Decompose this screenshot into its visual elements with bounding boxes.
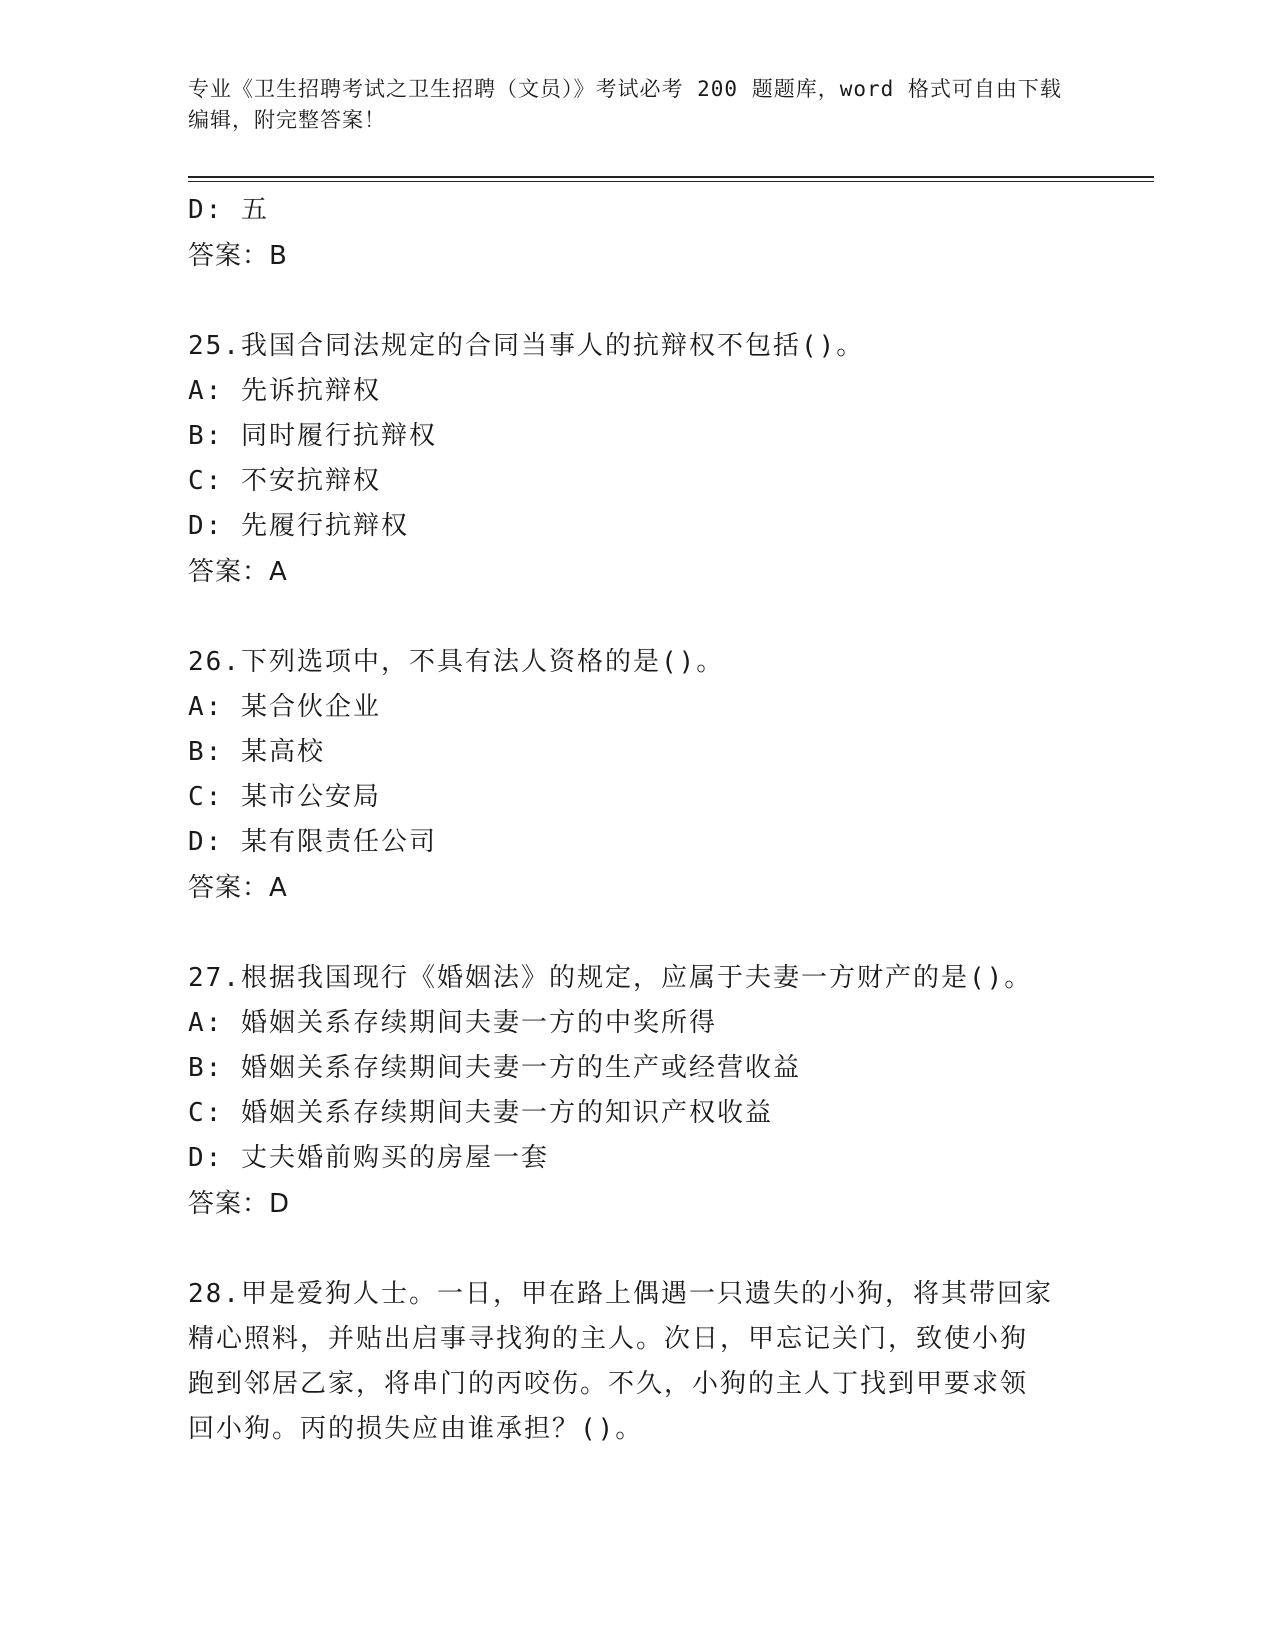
option-a: A: 某合伙企业 <box>188 692 381 722</box>
question-25 <box>188 324 1088 595</box>
prev-answer: 答案：B <box>188 241 288 271</box>
question-content <box>188 188 1088 1452</box>
question-stem-line: 28.甲是爱狗人士。一日，甲在路上偶遇一只遗失的小狗，将其带回家 <box>188 1279 1053 1309</box>
spacer <box>188 911 1088 956</box>
option-c: C: 不安抗辩权 <box>188 466 381 496</box>
question-stem: 27.根据我国现行《婚姻法》的规定，应属于夫妻一方财产的是()。 <box>188 963 1033 993</box>
answer: 答案：D <box>188 1189 291 1219</box>
prev-option-d: D: 五 <box>188 195 269 225</box>
page-header: 专业《卫生招聘考试之卫生招聘（文员）》考试必考 200 题题库，word 格式可自由下载编辑，附完整答案！ <box>188 77 1062 132</box>
option-a: A: 婚姻关系存续期间夫妻一方的中奖所得 <box>188 1008 717 1038</box>
header-rule-thick <box>188 176 1154 178</box>
question-26 <box>188 640 1088 911</box>
question-stem: 25.我国合同法规定的合同当事人的抗辩权不包括()。 <box>188 331 865 361</box>
option-d: D: 先履行抗辩权 <box>188 511 409 541</box>
spacer <box>188 279 1088 324</box>
option-b: B: 同时履行抗辩权 <box>188 421 437 451</box>
header-rule-thin <box>188 181 1154 182</box>
question-27 <box>188 956 1088 1227</box>
question-stem-line: 精心照料，并贴出启事寻找狗的主人。次日，甲忘记关门，致使小狗 <box>188 1324 1029 1354</box>
question-stem-line: 回小狗。丙的损失应由谁承担？()。 <box>188 1414 644 1444</box>
option-d: D: 丈夫婚前购买的房屋一套 <box>188 1143 549 1173</box>
answer: 答案：A <box>188 873 288 903</box>
question-28 <box>188 1272 1088 1452</box>
spacer <box>188 595 1088 640</box>
question-stem-line: 跑到邻居乙家，将串门的丙咬伤。不久，小狗的主人丁找到甲要求领 <box>188 1369 1029 1399</box>
option-d: D: 某有限责任公司 <box>188 827 437 857</box>
question-stem: 26.下列选项中，不具有法人资格的是()。 <box>188 647 725 677</box>
spacer <box>188 1227 1088 1272</box>
option-c: C: 婚姻关系存续期间夫妻一方的知识产权收益 <box>188 1098 773 1128</box>
option-c: C: 某市公安局 <box>188 782 381 812</box>
option-b: B: 婚姻关系存续期间夫妻一方的生产或经营收益 <box>188 1053 801 1083</box>
answer: 答案：A <box>188 557 288 587</box>
option-b: B: 某高校 <box>188 737 325 767</box>
option-a: A: 先诉抗辩权 <box>188 376 381 406</box>
